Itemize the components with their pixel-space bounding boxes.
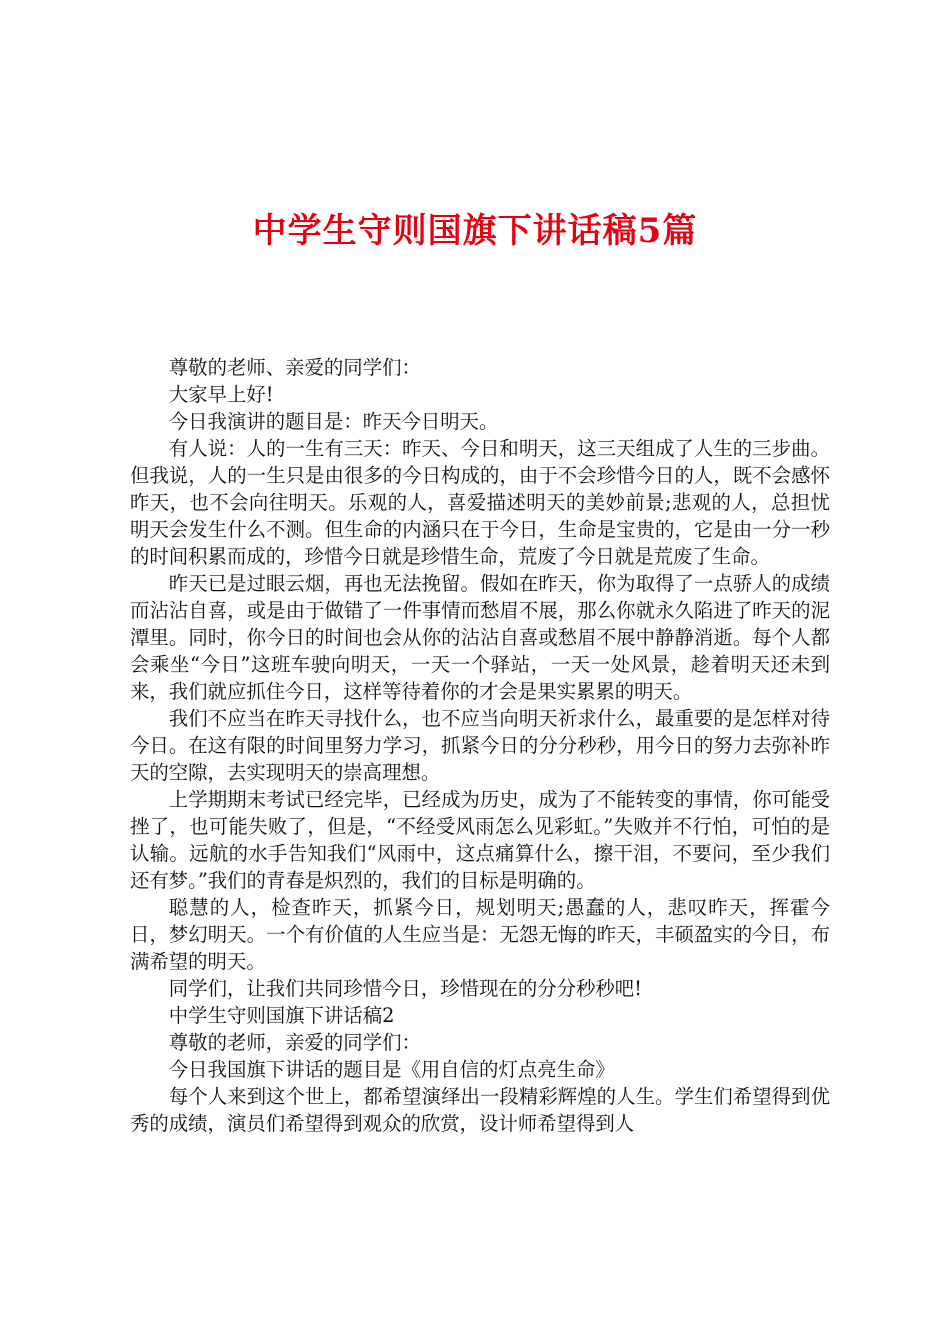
paragraph: 有人说：人的一生有三天：昨天、今日和明天，这三天组成了人生的三步曲。但我说，人的一生只是由很多的今日构成的，由于不会珍惜今日的人，既不会感怀昨天，也不会向往明天。乐观的人，喜爱描述明天的美妙前景;悲观的人，总担忧明天会发生什么不测。但生命的内涵只在于今日，生命是宝贵的，它是由一分一秒的时间积累而成的，珍惜今日就是珍惜生命，荒废了今日就是荒废了生命。 [130,437,830,568]
paragraph-greeting: 尊敬的老师、亲爱的同学们： [168,356,421,379]
paragraph: 上学期期末考试已经完毕，已经成为历史，成为了不能转变的事情，你可能受挫了，也可能失败了，但是，“不经受风雨怎么见彩虹。”失败并不行怕，可怕的是认输。远航的水手告知我们“风雨中，这点痛算什么，擦干泪，不要问，至少我们还有梦。”我们的青春是炽烈的，我们的目标是明确的。 [130,788,830,892]
section-heading: 中学生守则国旗下讲话稿2 [168,1004,395,1027]
paragraph-topic: 今日我演讲的题目是：昨天今日明天。 [168,410,499,433]
document-title: 中学生守则国旗下讲话稿5篇 [252,211,698,251]
paragraph-topic: 今日我国旗下讲话的题目是《用自信的灯点亮生命》 [168,1058,615,1081]
paragraph: 每个人来到这个世上，都希望演绎出一段精彩辉煌的人生。学生们希望得到优秀的成绩，演员们希望得到观众的欣赏，设计师希望得到人 [130,1085,830,1135]
paragraph-closing: 同学们，让我们共同珍惜今日，珍惜现在的分分秒秒吧! [168,977,642,1000]
paragraph: 昨天已是过眼云烟，再也无法挽留。假如在昨天，你为取得了一点骄人的成绩而沾沾自喜，或是由于做错了一件事情而愁眉不展，那么你就永久陷进了昨天的泥潭里。同时，你今日的时间也会从你的沾沾自喜或愁眉不展中静静消逝。每个人都会乘坐“今日”这班车驶向明天，一天一个驿站，一天一处风景，趁着明天还未到来，我们就应抓住今日，这样等待着你的才会是果实累累的明天。 [130,572,830,703]
paragraph-greeting: 尊敬的老师，亲爱的同学们： [168,1031,421,1054]
paragraph: 我们不应当在昨天寻找什么，也不应当向明天祈求什么，最重要的是怎样对待今日。在这有限的时间里努力学习，抓紧今日的分分秒秒，用今日的努力去弥补昨天的空隙，去实现明天的崇高理想。 [130,707,830,784]
paragraph: 聪慧的人，检查昨天，抓紧今日，规划明天;愚蠢的人，悲叹昨天，挥霍今日，梦幻明天。一个有价值的人生应当是：无怨无悔的昨天，丰硕盈实的今日，布满希望的明天。 [130,896,830,973]
paragraph-good-morning: 大家早上好! [168,383,274,406]
document-body [130,354,830,1137]
